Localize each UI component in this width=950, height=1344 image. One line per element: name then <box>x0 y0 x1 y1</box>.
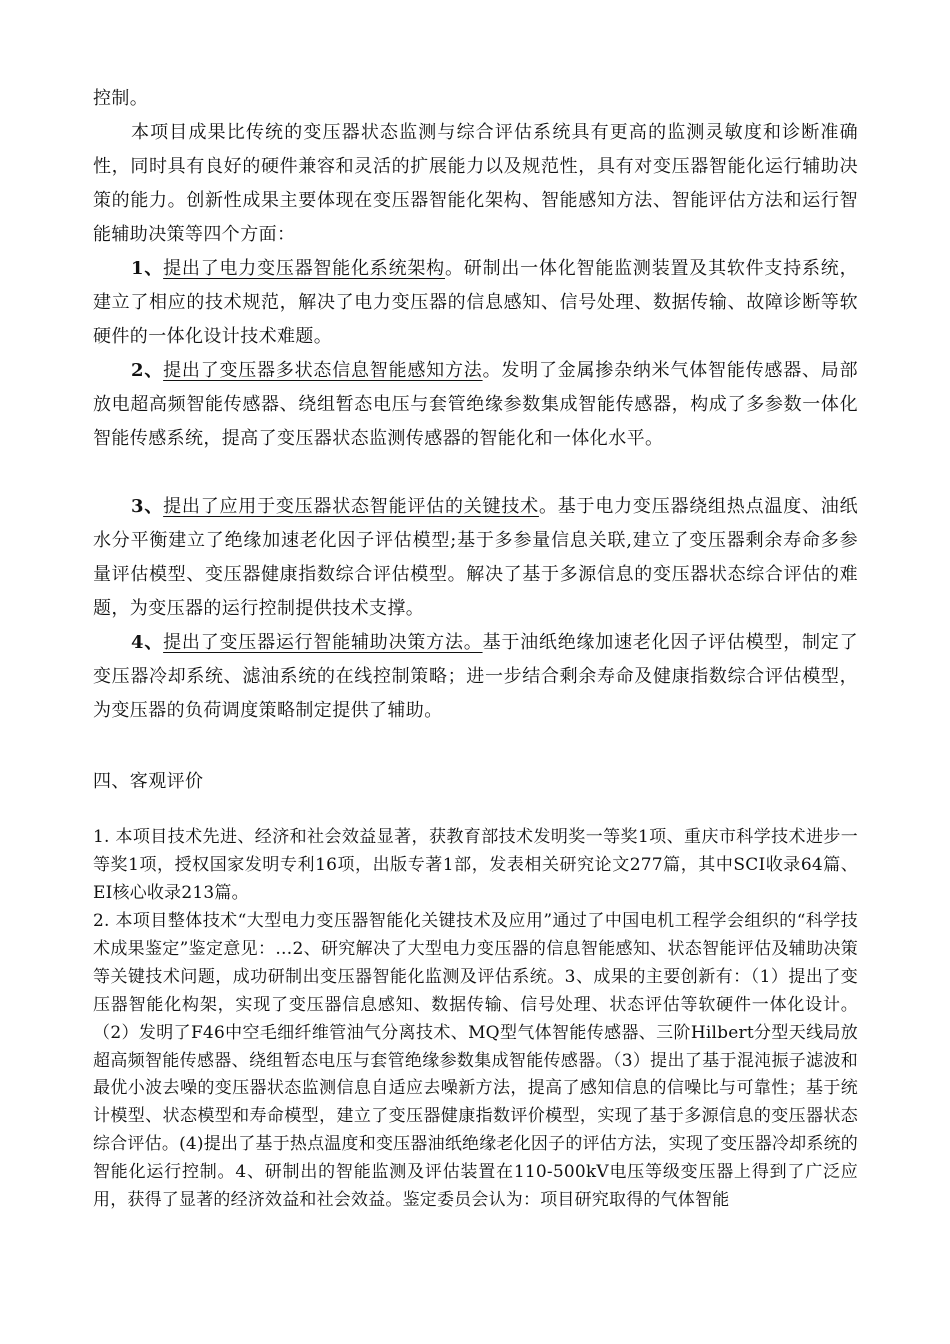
item-suffix: 。 <box>482 360 502 381</box>
item-title: 提出了电力变压器智能化系统架构 <box>163 258 445 279</box>
item-number: 3、 <box>131 496 164 517</box>
evaluation-item-2: 2. 本项目整体技术“大型电力变压器智能化关键技术及应用”通过了中国电机工程学会组织的“科学技术成果鉴定”鉴定意见：…2、研究解决了大型电力变压器的信息智能感知、状态智能评估及辅助决策等关键技术问题，成功研制出变压器智能化监测及评估系统。3、成果的主要创新有：（1）提出了变压器智能化构架，实现了变压器信息感知、数据传输、信号处理、状态评估等软硬件一体化设计。（2）发明了F46中空毛细纤维管油气分离技术、MQ型气体智能传感器、三阶Hilbert分型天线局放超高频智能传感器、绕组暂态电压与套管绝缘参数集成智能传感器。（3）提出了基于混沌振子滤波和最优小波去噪的变压器状态监测信息自适应去噪新方法，提高了感知信息的信噪比与可靠性；基于统计模型、状态模型和寿命模型，建立了变压器健康指数评价模型，实现了基于多源信息的变压器状态综合评估。(4)提出了基于热点温度和变压器油纸绝缘老化因子的评估方法，实现了变压器冷却系统的智能化运行控制。4、研制出的智能监测及评估装置在110-500kV电压等级变压器上得到了广泛应用，获得了显著的经济效益和社会效益。鉴定委员会认为：项目研究取得的气体智能 <box>93 911 858 1211</box>
innovation-item-1 <box>93 252 858 354</box>
innovation-item-3 <box>93 490 858 626</box>
item-suffix: 。 <box>444 258 464 279</box>
innovation-item-4 <box>93 626 858 728</box>
item-title: 提出了应用于变压器状态智能评估的关键技术 <box>163 496 539 517</box>
paragraph-intro: 本项目成果比传统的变压器状态监测与综合评估系统具有更高的监测灵敏度和诊断准确性，同时具有良好的硬件兼容和灵活的扩展能力以及规范性，具有对变压器智能化运行辅助决策的能力。创新性成果主要体现在变压器智能化架构、智能感知方法、智能评估方法和运行智能辅助决策等四个方面： <box>93 122 858 245</box>
item-title: 提出了变压器多状态信息智能感知方法 <box>163 360 483 381</box>
item-number: 2、 <box>131 360 164 381</box>
item-body: 基于电力变压器绕组热点温度、油纸水分平衡建立了绝缘加速老化因子评估模型;基于多参量信息关联,建立了变压器剩余寿命多参量评估模型、变压器健康指数综合评估模型。解决了基于多源信息的变压器状态综合评估的难题，为变压器的运行控制提供技术支撑。 <box>93 496 858 619</box>
innovation-item-2 <box>93 354 858 456</box>
evaluation-item-1: 1. 本项目技术先进、经济和社会效益显著，获教育部技术发明奖一等奖1项、重庆市科学技术进步一等奖1项，授权国家发明专利16项，出版专著1部，发表相关研究论文277篇，其中SCI收录64篇、EI核心收录213篇。 <box>93 827 858 903</box>
item-body: 基于油纸绝缘加速老化因子评估模型，制定了变压器冷却系统、滤油系统的在线控制策略；进一步结合剩余寿命及健康指数综合评估模型，为变压器的负荷调度策略制定提供了辅助。 <box>93 632 858 721</box>
paragraph-continuation: 控制。 <box>93 88 149 109</box>
item-title: 提出了变压器运行智能辅助决策方法。 <box>163 632 483 653</box>
section-heading: 四、客观评价 <box>93 771 204 792</box>
item-number: 1、 <box>131 258 164 279</box>
item-body: 研制出一体化智能监测装置及其软件支持系统，建立了相应的技术规范，解决了电力变压器的信息感知、信号处理、数据传输、故障诊断等软硬件的一体化设计技术难题。 <box>93 258 858 347</box>
item-number: 4、 <box>131 632 164 653</box>
item-body: 发明了金属掺杂纳米气体智能传感器、局部放电超高频智能传感器、绕组暂态电压与套管绝缘参数集成智能传感器，构成了多参数一体化智能传感系统，提高了变压器状态监测传感器的智能化和一体化水平。 <box>93 360 858 449</box>
item-suffix: 。 <box>538 496 558 517</box>
